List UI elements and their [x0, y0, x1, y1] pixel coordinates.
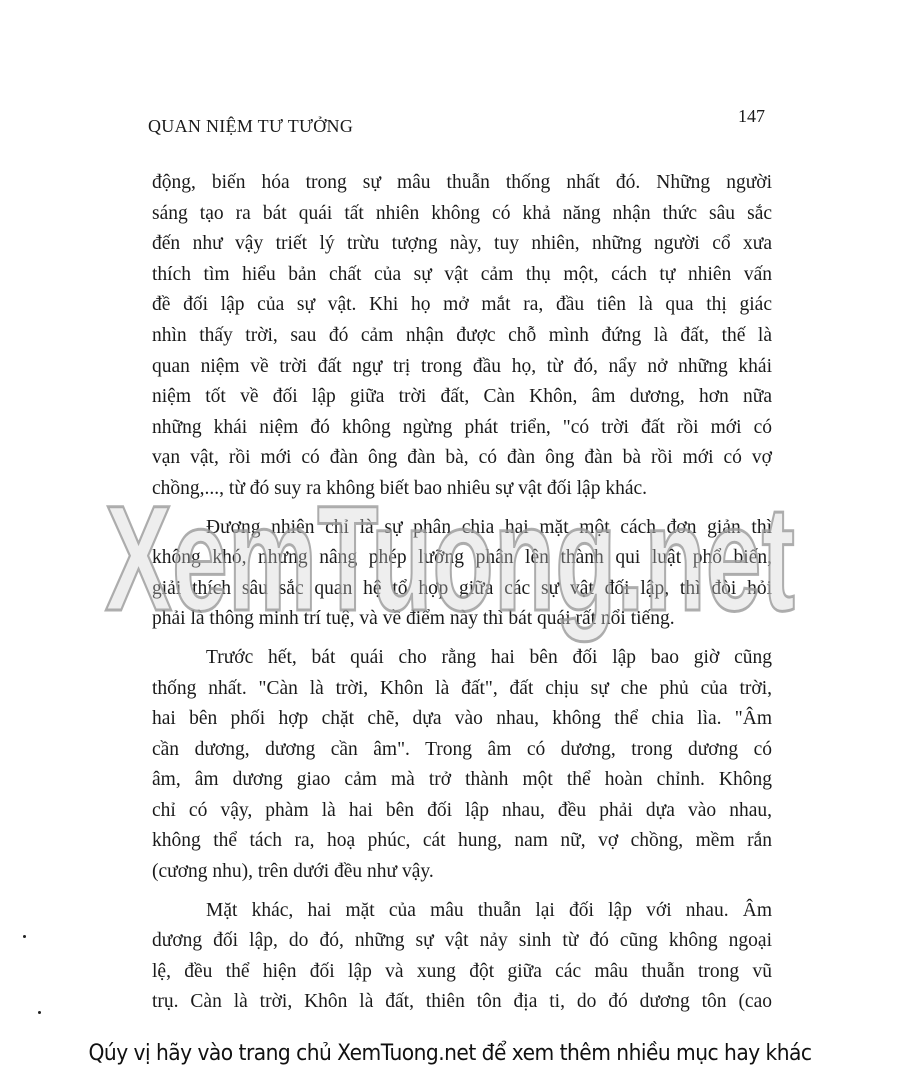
text-line: sáng tạo ra bát quái tất nhiên không có khả năng nhận thức sâu sắc	[152, 202, 772, 224]
text-line: thống nhất. "Càn là trời, Khôn là đất", đất chịu sự che phủ của trời,	[152, 677, 772, 699]
text-line: Mặt khác, hai mặt của mâu thuẫn lại đối lập với nhau. Âm	[206, 899, 772, 921]
text-line: giải thích sâu sắc quan hệ tổ hợp giữa các sự vật đối lập, thì đòi hỏi	[152, 577, 772, 599]
text-line: không khó, nhưng nâng phép lưỡng phân lên thành qui luật phổ biến,	[152, 547, 772, 569]
text-line: quan niệm về trời đất ngự trị trong đầu họ, từ đó, nẩy nở những khái	[152, 355, 772, 377]
scan-speck	[38, 1011, 41, 1014]
paragraph-2	[152, 513, 772, 635]
text-line: dương đối lập, do đó, những sự vật nảy sinh từ đó cũng không ngoại	[152, 930, 772, 952]
text-line: (cương nhu), trên dưới đều như vậy.	[152, 861, 434, 883]
text-line: phải là thông minh trí tuệ, và về điểm này thì bát quái rất nổi tiếng.	[152, 608, 675, 630]
running-header: QUAN NIỆM TƯ TƯỞNG	[148, 116, 354, 136]
text-line: trụ. Càn là trời, Khôn là đất, thiên tôn địa ti, do đó dương tôn (cao	[152, 991, 772, 1013]
text-line: vạn vật, rồi mới có đàn ông đàn bà, có đàn ông đàn bà rồi mới có vợ	[152, 447, 772, 469]
text-line: động, biến hóa trong sự mâu thuẫn thống nhất đó. Những người	[152, 172, 772, 193]
text-line: niệm tốt về đối lập giữa trời đất, Càn Khôn, âm dương, hơn nữa	[152, 386, 772, 408]
text-line: Đương nhiên chỉ là sự phân chia hai mặt một cách đơn giản thì	[206, 516, 772, 538]
text-line: hai bên phối hợp chặt chẽ, dựa vào nhau, không thể chia lìa. "Âm	[152, 708, 772, 730]
text-line: không thể tách ra, hoạ phúc, cát hung, nam nữ, vợ chồng, mềm rắn	[152, 830, 772, 852]
body-text	[152, 168, 772, 1018]
text-line: âm, âm dương giao cảm mà trở thành một thể hoàn chỉnh. Không	[152, 769, 772, 791]
text-line: thích tìm hiểu bản chất của sự vật cảm thụ một, cách tự nhiên vấn	[152, 263, 772, 285]
text-line: đến như vậy triết lý trừu tượng này, tuy nhiên, những người cổ xưa	[152, 233, 772, 255]
footer-promo: Qúy vị hãy vào trang chủ XemTuong.net để xem thêm nhiều mục hay khác	[88, 1040, 812, 1066]
watermark-text: XemTuong.net	[105, 474, 795, 642]
paragraph-4	[152, 896, 772, 1018]
text-line: những khái niệm đó không ngừng phát triển, "có trời đất rồi mới có	[152, 416, 772, 438]
text-line: nhìn thấy trời, sau đó cảm nhận được chỗ mình đứng là đất, thế là	[152, 324, 772, 346]
text-line: chỉ có vậy, phàm là hai bên đối lập nhau, đều phải dựa vào nhau,	[152, 799, 772, 821]
paragraph-1	[152, 168, 772, 505]
scan-speck	[23, 935, 26, 938]
text-line: Trước hết, bát quái cho rằng hai bên đối lập bao giờ cũng	[206, 646, 772, 668]
text-line: đề đối lập của sự vật. Khi họ mở mắt ra, đầu tiên là qua thị giác	[152, 294, 772, 316]
text-line: lệ, đều thể hiện đối lập và xung đột giữa các mâu thuẫn trong vũ	[152, 960, 772, 982]
text-line: cần dương, dương cần âm". Trong âm có dương, trong dương có	[152, 738, 772, 760]
text-line: chồng,..., từ đó suy ra không biết bao nhiêu sự vật đối lập khác.	[152, 477, 648, 499]
page-number: 147	[738, 106, 765, 126]
paragraph-3	[152, 643, 772, 888]
